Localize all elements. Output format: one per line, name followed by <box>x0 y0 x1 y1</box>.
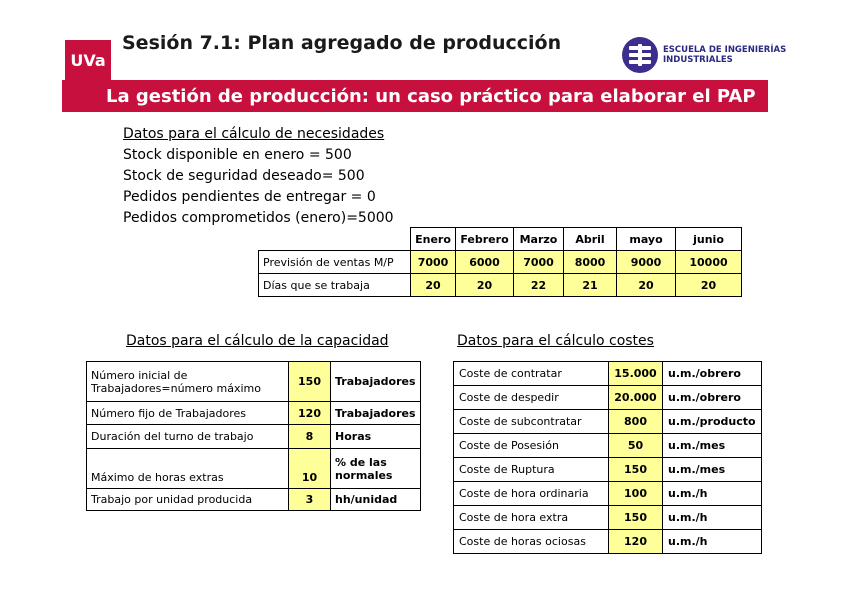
demand-table <box>258 227 742 297</box>
school-logo-icon <box>622 37 658 73</box>
needs-line: Pedidos comprometidos (enero)=5000 <box>123 210 394 226</box>
month-header: mayo <box>617 228 676 251</box>
capacity-unit: hh/unidad <box>331 489 421 511</box>
capacity-unit: Trabajadores <box>331 362 421 402</box>
days-value: 20 <box>617 274 676 297</box>
needs-title: Datos para el cálculo de necesidades <box>123 126 385 142</box>
needs-block <box>123 124 394 229</box>
capacity-unit: Trabajadores <box>331 402 421 425</box>
cost-row <box>454 386 762 410</box>
cost-unit: u.m./h <box>663 530 762 554</box>
cost-value: 150 <box>609 458 663 482</box>
days-value: 22 <box>514 274 564 297</box>
capacity-label: Máximo de horas extras <box>87 449 289 489</box>
capacity-label: Duración del turno de trabajo <box>87 425 289 449</box>
days-value: 20 <box>456 274 514 297</box>
cost-label: Coste de hora ordinaria <box>454 482 609 506</box>
capacity-title: Datos para el cálculo de la capacidad <box>126 333 389 349</box>
forecast-value: 7000 <box>411 251 456 274</box>
days-value: 21 <box>564 274 617 297</box>
month-header: Marzo <box>514 228 564 251</box>
cost-unit: u.m./mes <box>663 458 762 482</box>
school-logo <box>622 37 792 73</box>
cost-unit: u.m./producto <box>663 410 762 434</box>
cost-value: 15.000 <box>609 362 663 386</box>
cost-value: 100 <box>609 482 663 506</box>
cost-row <box>454 362 762 386</box>
forecast-value: 10000 <box>676 251 742 274</box>
cost-row <box>454 458 762 482</box>
demand-row <box>259 274 742 297</box>
cost-value: 50 <box>609 434 663 458</box>
month-header: Febrero <box>456 228 514 251</box>
forecast-value: 7000 <box>514 251 564 274</box>
days-value: 20 <box>411 274 456 297</box>
cost-row <box>454 482 762 506</box>
forecast-value: 9000 <box>617 251 676 274</box>
cost-unit: u.m./obrero <box>663 362 762 386</box>
costs-title: Datos para el cálculo costes <box>457 333 654 349</box>
cost-value: 20.000 <box>609 386 663 410</box>
cost-label: Coste de subcontratar <box>454 410 609 434</box>
capacity-row <box>87 402 421 425</box>
session-title: Sesión 7.1: Plan agregado de producción <box>122 32 562 54</box>
forecast-value: 8000 <box>564 251 617 274</box>
cost-row <box>454 410 762 434</box>
row-label: Días que se trabaja <box>259 274 411 297</box>
costs-table <box>453 361 762 554</box>
cost-unit: u.m./obrero <box>663 386 762 410</box>
cost-unit: u.m./mes <box>663 434 762 458</box>
capacity-row <box>87 425 421 449</box>
capacity-row <box>87 449 421 489</box>
cost-label: Coste de Ruptura <box>454 458 609 482</box>
capacity-value: 120 <box>289 402 331 425</box>
needs-line: Stock de seguridad deseado= 500 <box>123 168 365 184</box>
uva-logo: UVa <box>65 40 111 80</box>
cost-value: 150 <box>609 506 663 530</box>
capacity-row <box>87 489 421 511</box>
month-header: junio <box>676 228 742 251</box>
needs-line: Stock disponible en enero = 500 <box>123 147 352 163</box>
cost-unit: u.m./h <box>663 506 762 530</box>
capacity-value: 3 <box>289 489 331 511</box>
demand-header-row <box>259 228 742 251</box>
cost-label: Coste de horas ociosas <box>454 530 609 554</box>
school-logo-text: ESCUELA DE INGENIERÍAS INDUSTRIALES <box>663 45 787 65</box>
capacity-value: 10 <box>289 449 331 489</box>
month-header: Abril <box>564 228 617 251</box>
cost-value: 800 <box>609 410 663 434</box>
cost-label: Coste de hora extra <box>454 506 609 530</box>
cost-label: Coste de despedir <box>454 386 609 410</box>
capacity-label: Número fijo de Trabajadores <box>87 402 289 425</box>
capacity-label: Número inicial de Trabajadores=número máximo <box>87 362 289 402</box>
capacity-unit: Horas <box>331 425 421 449</box>
days-value: 20 <box>676 274 742 297</box>
cost-row <box>454 506 762 530</box>
capacity-value: 150 <box>289 362 331 402</box>
band-title: La gestión de producción: un caso práctico para elaborar el PAP <box>62 80 768 112</box>
needs-line: Pedidos pendientes de entregar = 0 <box>123 189 376 205</box>
capacity-table <box>86 361 421 511</box>
cost-row <box>454 434 762 458</box>
capacity-unit: % de las normales <box>331 449 421 489</box>
cost-row <box>454 530 762 554</box>
capacity-label: Trabajo por unidad producida <box>87 489 289 511</box>
month-header: Enero <box>411 228 456 251</box>
capacity-value: 8 <box>289 425 331 449</box>
capacity-row <box>87 362 421 402</box>
slide-header <box>0 0 848 120</box>
demand-row <box>259 251 742 274</box>
forecast-value: 6000 <box>456 251 514 274</box>
cost-value: 120 <box>609 530 663 554</box>
cost-unit: u.m./h <box>663 482 762 506</box>
cost-label: Coste de contratar <box>454 362 609 386</box>
row-label: Previsión de ventas M/P <box>259 251 411 274</box>
cost-label: Coste de Posesión <box>454 434 609 458</box>
